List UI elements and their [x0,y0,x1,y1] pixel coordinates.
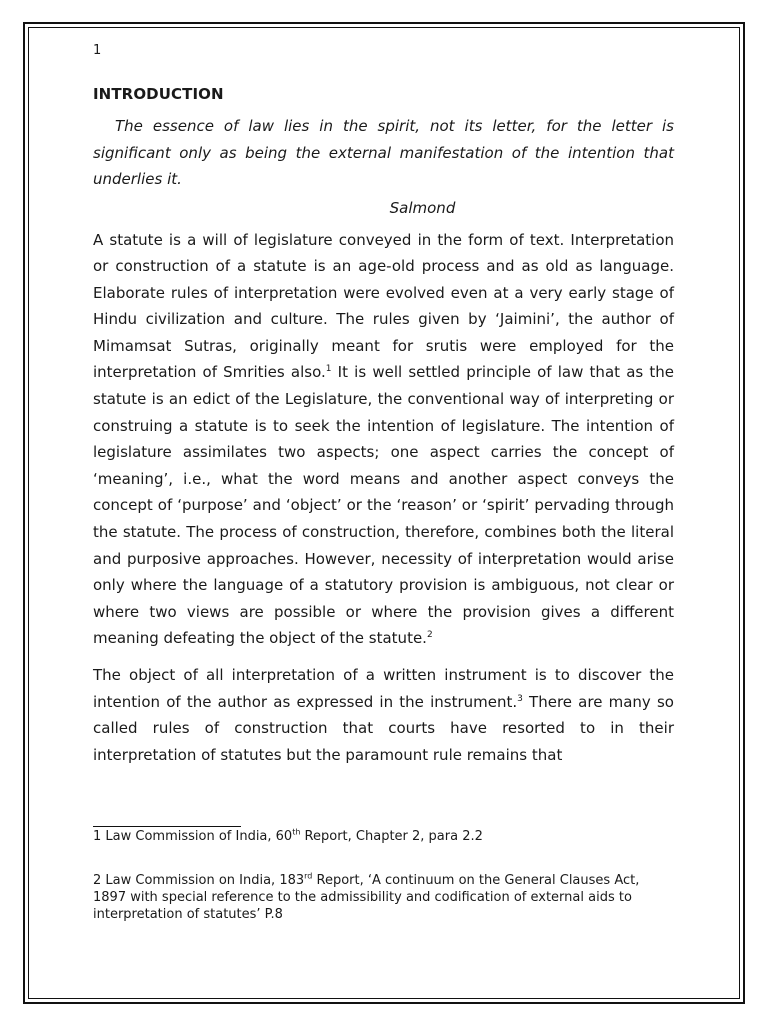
footnote-ref-2[interactable]: 2 [426,630,433,641]
footnote-2-sup: rd [304,871,313,881]
footnote-1-text-b: Report, Chapter 2, para 2.2 [300,829,483,844]
paragraph-2 [93,662,674,768]
paragraph-2-text-a: The object of all interpretation of a written instrument is to discover the intention of the author as expressed in the instrument. [93,666,674,711]
epigraph-author: Salmond [389,198,456,217]
footnote-2-text-b: Report, ‘A continuum on the General Clauses Act, 1897 with special reference to the admissibility and codification of external aids to interpretation of statutes’ P.8 [93,873,640,922]
paragraph-2-text-b: There are many so called rules of construction that courts have resorted to in their interpretation of statutes but the paramount rule remains that [93,692,674,764]
footnote-ref-1[interactable]: 1 [325,364,332,375]
footnote-2 [93,872,673,923]
paragraph-1-text-a: A statute is a will of legislature conveyed in the form of text. Interpretation or construction of a statute is an age-old process and as old as language. Elaborate rules of interpretation were evolved even at a very early stage of Hindu civilization and culture. The rules given by ‘Jaimini’, the author of Mimamsat Sutras, originally meant for srutis were employed for the interpretation of Smrities also. [93,230,674,382]
paragraph-1 [93,227,674,653]
section-heading: INTRODUCTION [93,85,224,103]
footnote-1-text-a: 1 Law Commission of India, 60 [93,829,293,844]
footnote-ref-3[interactable]: 3 [517,693,523,704]
paragraph-1-text-b: It is well settled principle of law that as the statute is an edict of the Legislature, the conventional way of interpreting or construing a statute is to seek the intention of legislature. The intention of legislature assimilates two aspects; one aspect carries the concept of ‘meaning’, i.e., what the word means and another aspect conveys the concept of ‘purpose’ and ‘object’ or the ‘reason’ or ‘spirit’ pervading through the statute. The process of construction, therefore, combines both the literal and purposive approaches. However, necessity of interpretation would arise only where the language of a statutory provision is ambiguous, not clear or where two views are possible or where the provision gives a different meaning defeating the object of the statute. [93,363,674,648]
footnote-1-sup: th [292,827,301,837]
main-content [93,85,674,778]
footnote-2-text-a: 2 Law Commission on India, 183 [93,873,305,888]
page-number: 1 [93,43,102,58]
footnote-separator [93,826,241,827]
epigraph-quote: The essence of law lies in the spirit, not its letter, for the letter is significant only as being the external manifestation of the intention that underlies it. [93,117,674,188]
footnote-1 [93,828,673,846]
